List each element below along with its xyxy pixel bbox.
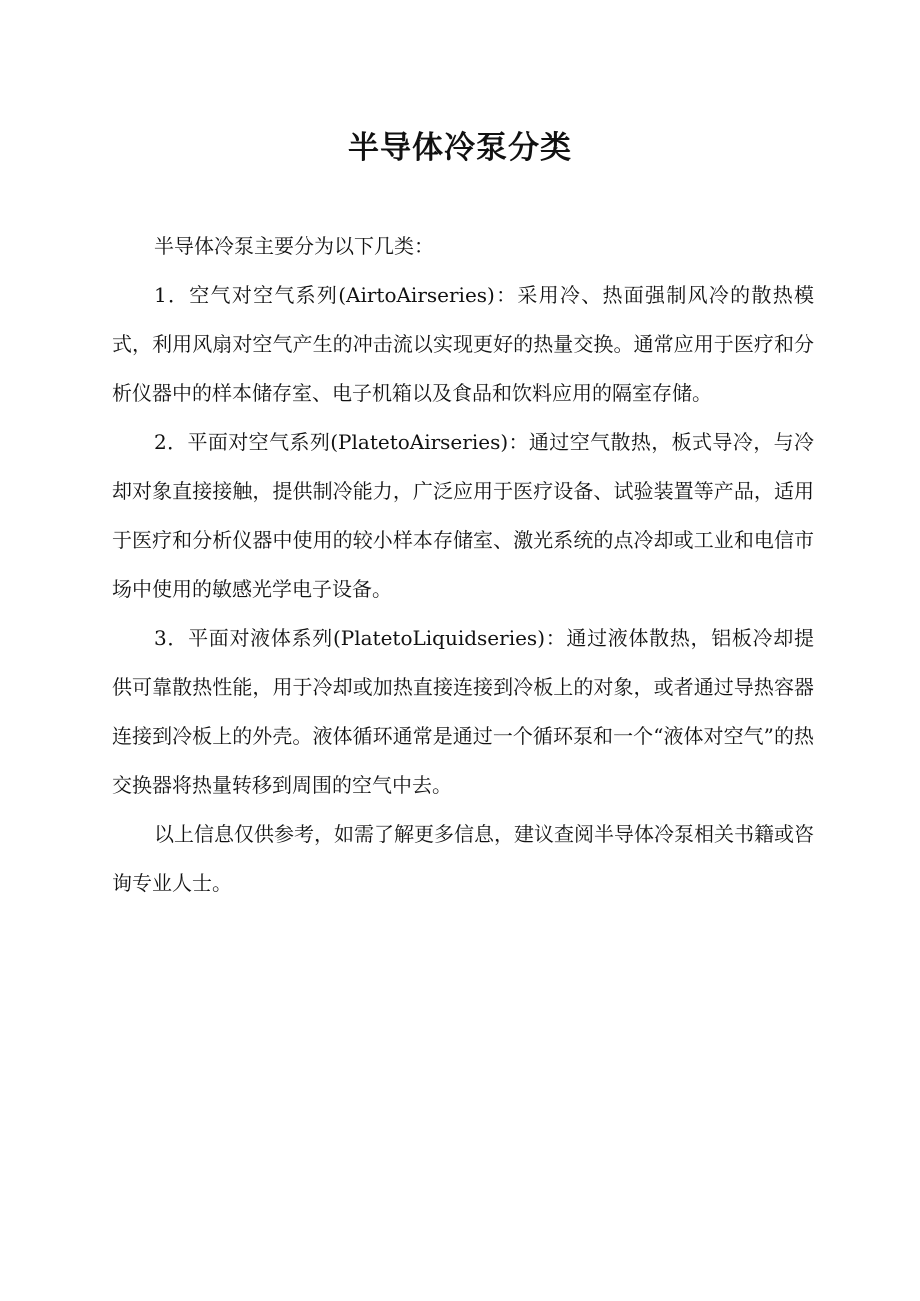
paragraph-plate-to-liquid: 3．平面对液体系列(PlatetoLiquidseries)：通过液体散热，铝板冷却提供可靠散热性能，用于冷却或加热直接连接到冷板上的对象，或者通过导热容器连接到冷板上的外壳。液体循环通常是通过一个循环泵和一个“液体对空气”的热交换器将热量转移到周围的空气中去。 xyxy=(112,626,814,797)
paragraph-closing-note: 以上信息仅供参考，如需了解更多信息，建议查阅半导体冷泵相关书籍或咨询专业人士。 xyxy=(112,822,814,895)
document-title: 半导体冷泵分类 xyxy=(348,130,572,166)
paragraph-air-to-air: 1．空气对空气系列(AirtoAirseries)：采用冷、热面强制风冷的散热模式，利用风扇对空气产生的冲击流以实现更好的热量交换。通常应用于医疗和分析仪器中的样本储存室、电子机箱以及食品和饮料应用的隔室存储。 xyxy=(112,283,814,405)
paragraph-intro: 半导体冷泵主要分为以下几类： xyxy=(154,234,434,258)
document-body xyxy=(112,222,814,908)
paragraph-plate-to-air: 2．平面对空气系列(PlatetoAirseries)：通过空气散热，板式导冷，与冷却对象直接接触，提供制冷能力，广泛应用于医疗设备、试验装置等产品，适用于医疗和分析仪器中使用的较小样本存储室、激光系统的点冷却或工业和电信市场中使用的敏感光学电子设备。 xyxy=(112,430,814,601)
